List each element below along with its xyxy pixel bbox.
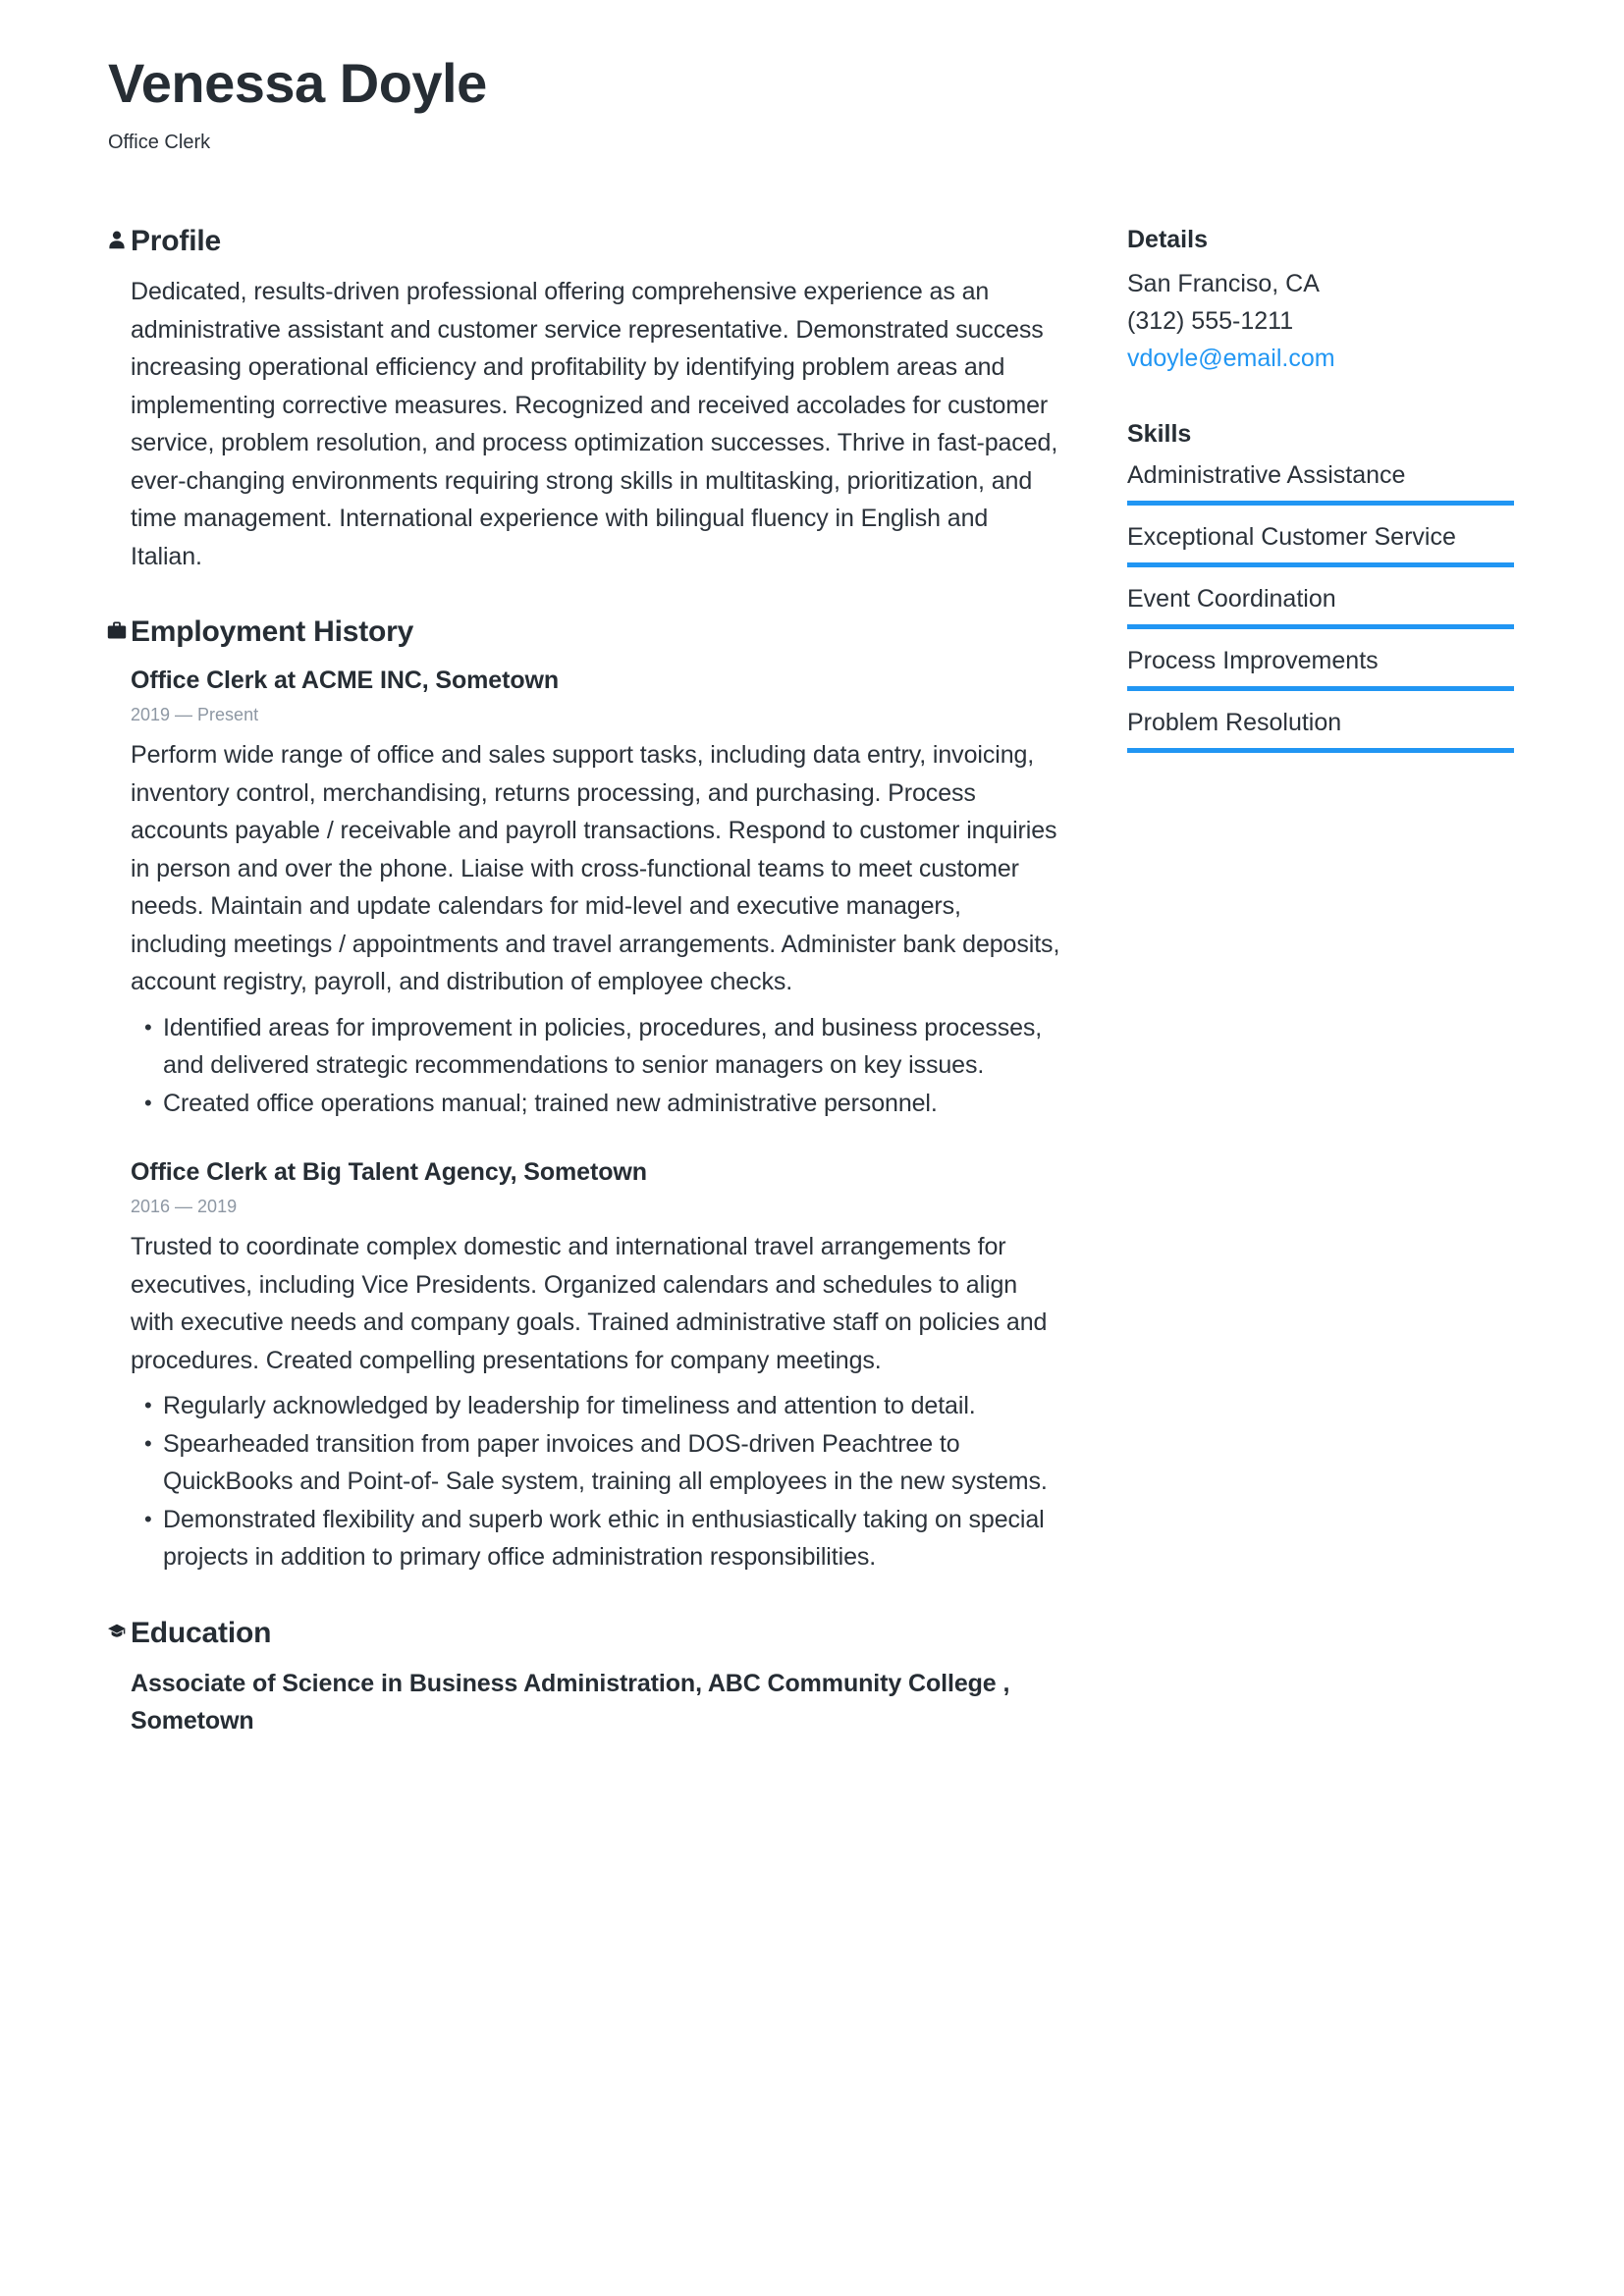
job-title: Office Clerk at ACME INC, Sometown	[131, 667, 560, 695]
skill-level-bar	[1127, 501, 1514, 506]
section-profile	[108, 224, 1062, 575]
sidebar-column	[1127, 224, 1514, 1740]
skill-level-bar	[1127, 686, 1514, 691]
job-description: Perform wide range of office and sales support tasks, including data entry, invoicing, inventory control, merchandising, returns processing, and purchasing. Process accounts payable / receivable and payroll transactions. Respond to customer inquiries in person and over the phone. Liaise with cross-functional teams to meet customer needs. Maintain and update calendars for mid-level and executive managers, including meetings / appointments and travel arrangements. Administer bank deposits, account registry, payroll, and distribution of employee checks.	[131, 741, 1060, 996]
bullet-item: • Identified areas for improvement in policies, procedures, and business processes, and delivered strategic recommendations to senior managers on key issues.	[131, 1009, 1062, 1085]
detail-location: San Franciso, CA	[1127, 270, 1320, 298]
job-entry	[131, 664, 1062, 1122]
content-columns	[108, 224, 1514, 1740]
skill-item	[1127, 645, 1514, 691]
details-heading: Details	[1127, 226, 1208, 254]
skill-level-bar	[1127, 562, 1514, 567]
bullet-item: • Demonstrated flexibility and superb work ethic in enthusiastically taking on special projects in addition to primary office administration responsibilities.	[131, 1501, 1062, 1576]
job-dates: 2016 — 2019	[131, 1197, 238, 1217]
skills-block	[1127, 418, 1514, 753]
skill-item	[1127, 707, 1514, 753]
skill-name: Event Coordination	[1127, 585, 1336, 614]
candidate-name: Venessa Doyle	[108, 52, 487, 114]
graduation-cap-icon	[106, 1622, 128, 1643]
main-column	[108, 224, 1062, 1740]
education-degree: Associate of Science in Business Administration, ABC Community College , Sometown	[131, 1669, 1010, 1735]
skill-item	[1127, 521, 1514, 567]
job-entry	[131, 1155, 1062, 1576]
skill-name: Problem Resolution	[1127, 709, 1342, 737]
skill-level-bar	[1127, 624, 1514, 629]
skill-name: Exceptional Customer Service	[1127, 523, 1456, 552]
job-bullets	[131, 1387, 1062, 1576]
skills-heading: Skills	[1127, 420, 1192, 449]
candidate-role: Office Clerk	[108, 132, 211, 154]
job-title: Office Clerk at Big Talent Agency, Sometown	[131, 1158, 647, 1187]
profile-text: Dedicated, results-driven professional offering comprehensive experience as an administrative assistant and customer service representative. Demonstrated success increasing operational efficiency and profitability by identifying problem areas and implementing corrective measures. Recognized and received accolades for customer service, problem resolution, and process optimization successes. Thrive in fast-paced, ever-changing environments requiring strong skills in multitasking, prioritization, and time management. International experience with bilingual fluency in English and Italian.	[131, 278, 1058, 570]
bullet-item: • Regularly acknowledged by leadership for timeliness and attention to detail.	[131, 1387, 1062, 1425]
job-dates: 2019 — Present	[131, 705, 259, 725]
detail-phone: (312) 555-1211	[1127, 307, 1294, 336]
detail-email-link[interactable]: vdoyle@email.com	[1127, 345, 1335, 373]
resume-header	[108, 51, 1514, 155]
details-block	[1127, 224, 1514, 377]
job-description: Trusted to coordinate complex domestic and international travel arrangements for executives, including Vice Presidents. Organized calendars and schedules to align with executive needs and company goals. Trained administrative staff on policies and procedures. Created compelling presentations for company meetings.	[131, 1233, 1048, 1374]
skill-item	[1127, 459, 1514, 506]
briefcase-icon	[106, 620, 128, 642]
skill-name: Administrative Assistance	[1127, 461, 1406, 490]
person-icon	[106, 230, 128, 251]
employment-heading: Employment History	[131, 615, 414, 649]
profile-heading: Profile	[131, 225, 221, 258]
section-education	[108, 1616, 1062, 1740]
bullet-item: • Created office operations manual; trained new administrative personnel.	[131, 1085, 1062, 1123]
education-heading: Education	[131, 1616, 272, 1649]
skill-level-bar	[1127, 748, 1514, 753]
job-bullets	[131, 1009, 1062, 1123]
section-employment	[108, 614, 1062, 1576]
skill-item	[1127, 583, 1514, 629]
skill-name: Process Improvements	[1127, 647, 1379, 675]
bullet-item: • Spearheaded transition from paper invoices and DOS-driven Peachtree to QuickBooks and Point-of- Sale system, training all employees in the new systems.	[131, 1425, 1062, 1501]
